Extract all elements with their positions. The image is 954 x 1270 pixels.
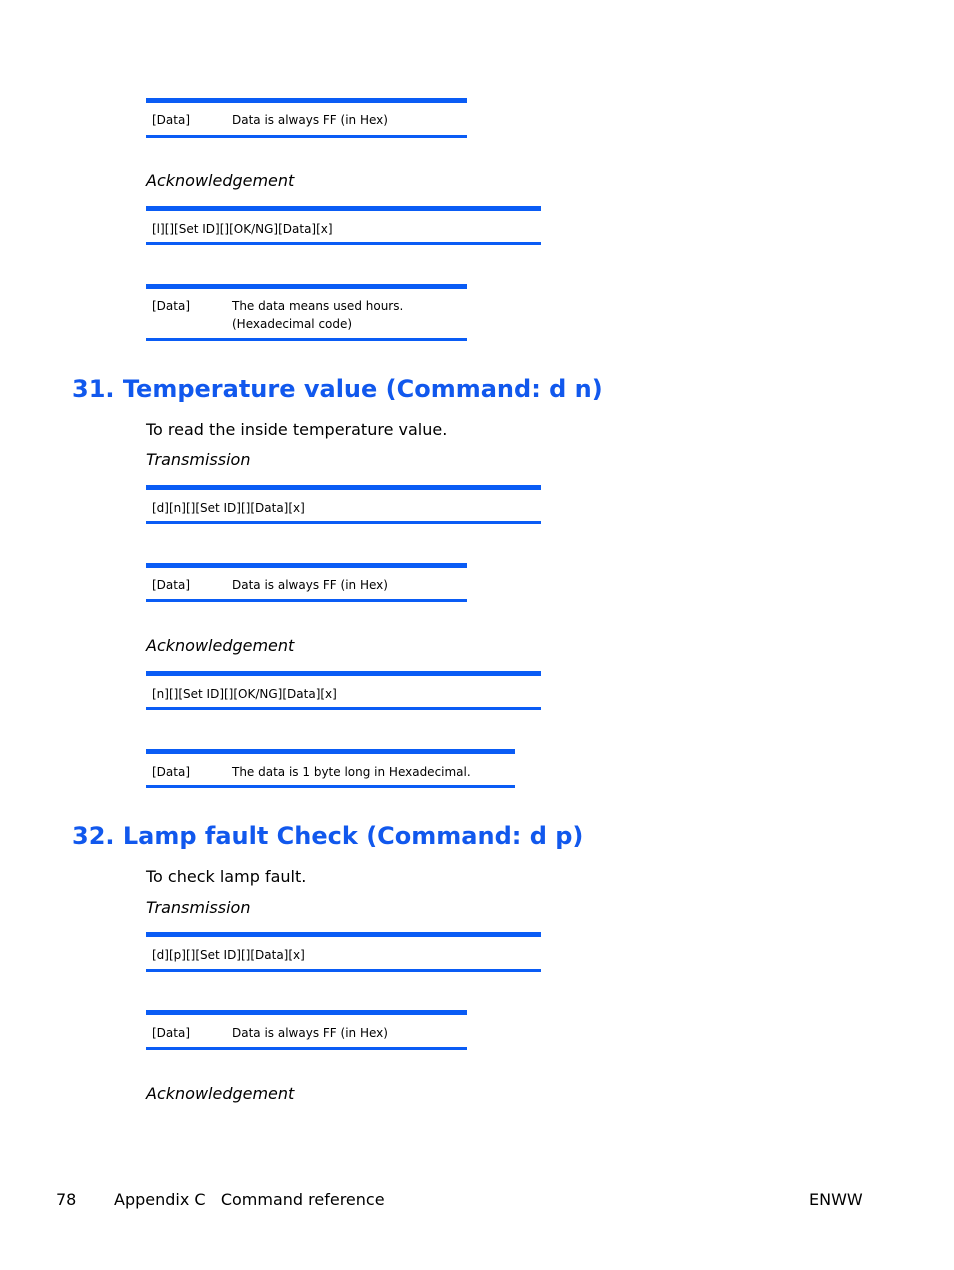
- command-table-ack-31: [146, 671, 541, 710]
- command-format: [l][][Set ID][][OK/NG][Data][x]: [152, 222, 333, 236]
- command-format: [n][][Set ID][][OK/NG][Data][x]: [152, 687, 337, 701]
- data-table-9: [146, 1010, 467, 1050]
- table-value: The data is 1 byte long in Hexadecimal.: [232, 765, 471, 779]
- table-value: Data is always FF (in Hex): [232, 113, 388, 127]
- data-table-5: [146, 563, 467, 602]
- footer-chapter: Appendix C Command reference: [114, 1190, 385, 1209]
- command-table-transmission-32: [146, 932, 541, 972]
- command-format: [d][p][][Set ID][][Data][x]: [152, 948, 305, 962]
- transmission-label: Transmission: [146, 450, 251, 469]
- table-value-line-1: The data means used hours.: [232, 299, 404, 313]
- table-key: [Data]: [152, 1026, 191, 1040]
- command-table-transmission-31: [146, 485, 541, 524]
- page-number: 78: [56, 1190, 77, 1209]
- table-key: [Data]: [152, 765, 191, 779]
- table-key: [Data]: [152, 113, 191, 127]
- acknowledgement-label: Acknowledgement: [146, 636, 295, 655]
- table-value: Data is always FF (in Hex): [232, 1026, 388, 1040]
- table-key: [Data]: [152, 578, 191, 592]
- section-32-description: To check lamp fault.: [146, 867, 307, 886]
- data-table-3: [146, 284, 467, 341]
- table-value-line-2: (Hexadecimal code): [232, 317, 353, 331]
- footer-locale: ENWW: [809, 1190, 863, 1209]
- table-value: Data is always FF (in Hex): [232, 578, 388, 592]
- section-31-title: 31. Temperature value (Command: d n): [72, 375, 603, 403]
- command-format: [d][n][][Set ID][][Data][x]: [152, 501, 305, 515]
- transmission-label: Transmission: [146, 898, 251, 917]
- table-key: [Data]: [152, 299, 191, 313]
- command-table-ack-1: [146, 206, 541, 245]
- acknowledgement-label: Acknowledgement: [146, 1084, 295, 1103]
- data-table-1: [146, 98, 467, 138]
- section-31-description: To read the inside temperature value.: [146, 420, 448, 439]
- section-32-title: 32. Lamp fault Check (Command: d p): [72, 822, 584, 850]
- acknowledgement-label: Acknowledgement: [146, 171, 295, 190]
- data-table-7: [146, 749, 515, 788]
